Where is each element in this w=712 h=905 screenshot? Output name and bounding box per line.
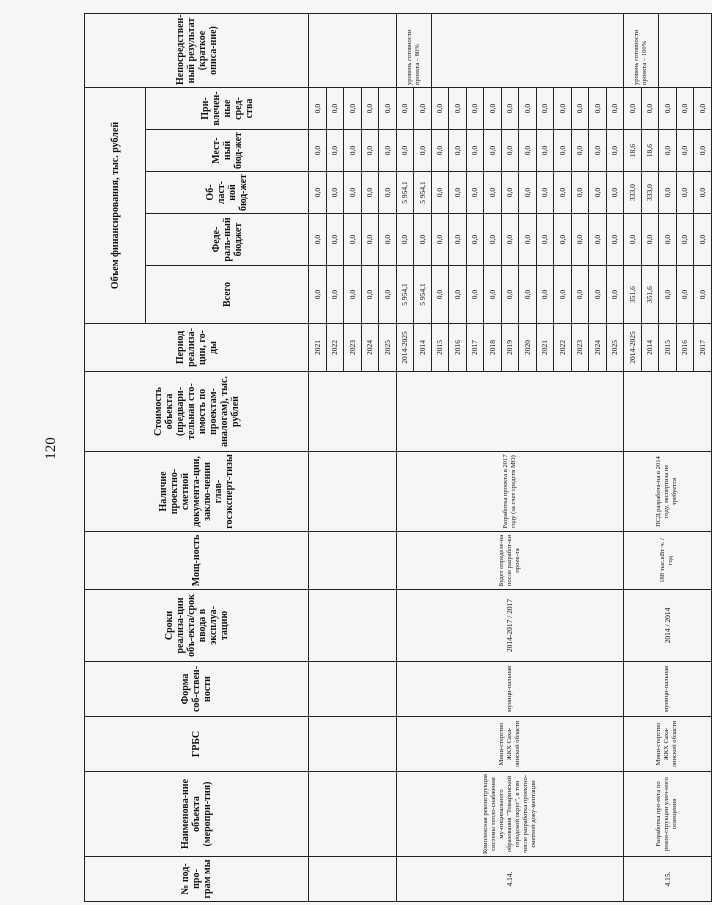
header-total: Всего bbox=[146, 266, 309, 324]
cell-period: 2023 bbox=[571, 324, 589, 372]
cell-total: 0,0 bbox=[519, 266, 537, 324]
project-ownership: муници-пальная bbox=[396, 662, 624, 717]
cell-attracted: 0,0 bbox=[676, 88, 694, 130]
cell-total: 0,0 bbox=[379, 266, 397, 324]
cell-total: 0,0 bbox=[344, 266, 362, 324]
header-documentation: Наличие проектно-сметной документа-ции, заклю-чении глав-госэксперт-тизы bbox=[85, 452, 309, 532]
cell-total: 0,0 bbox=[554, 266, 572, 324]
cell-regional: 0,0 bbox=[344, 172, 362, 214]
cell-federal: 0,0 bbox=[396, 214, 414, 266]
project-capacity: 188 тыс.кВт·ч. / год bbox=[624, 532, 712, 590]
cell-federal: 0,0 bbox=[414, 214, 432, 266]
cell-total: 0,0 bbox=[309, 266, 327, 324]
empty-cell bbox=[659, 14, 712, 88]
cell-period: 2025 bbox=[379, 324, 397, 372]
cell-total: 0,0 bbox=[676, 266, 694, 324]
cell-period: 2023 bbox=[344, 324, 362, 372]
cell-federal: 0,0 bbox=[519, 214, 537, 266]
cell-regional: 0,0 bbox=[606, 172, 624, 214]
cell-local: 0,0 bbox=[449, 130, 467, 172]
cell-attracted: 0,0 bbox=[361, 88, 379, 130]
cell-attracted: 0,0 bbox=[694, 88, 712, 130]
cell-local: 0,0 bbox=[536, 130, 554, 172]
cell-federal: 0,0 bbox=[536, 214, 554, 266]
cell-period: 2014 bbox=[414, 324, 432, 372]
cell-total: 0,0 bbox=[694, 266, 712, 324]
cell-attracted: 0,0 bbox=[449, 88, 467, 130]
header-num: № под-про-грам мы bbox=[85, 857, 309, 902]
cell-local: 0,0 bbox=[361, 130, 379, 172]
cell-total: 5 954,1 bbox=[414, 266, 432, 324]
cell-period: 2016 bbox=[449, 324, 467, 372]
cell-total: 0,0 bbox=[449, 266, 467, 324]
cell-federal: 0,0 bbox=[344, 214, 362, 266]
cell-regional: 0,0 bbox=[326, 172, 344, 214]
cell-total: 0,0 bbox=[571, 266, 589, 324]
header-name: Наименова-ние объекта (меропри-тия) bbox=[85, 772, 309, 857]
cell-attracted: 0,0 bbox=[466, 88, 484, 130]
cell-local: 0,0 bbox=[554, 130, 572, 172]
cell-attracted: 0,0 bbox=[484, 88, 502, 130]
cell-period: 2017 bbox=[694, 324, 712, 372]
header-terms: Сроки реализа-ции объ-екта/срок ввода в эксплуа-тацию bbox=[85, 590, 309, 662]
header-ownership: Форма соб-ствен-ности bbox=[85, 662, 309, 717]
project-result: уровень готовности проекта – 100% bbox=[624, 14, 659, 88]
cell-regional: 0,0 bbox=[659, 172, 677, 214]
cell-local: 0,0 bbox=[571, 130, 589, 172]
cell-period: 2019 bbox=[501, 324, 519, 372]
cell-federal: 0,0 bbox=[326, 214, 344, 266]
project-cost bbox=[624, 372, 712, 452]
cell-federal: 0,0 bbox=[379, 214, 397, 266]
cell-regional: 333,0 bbox=[624, 172, 642, 214]
cell-regional: 0,0 bbox=[589, 172, 607, 214]
cell-regional: 0,0 bbox=[519, 172, 537, 214]
cell-total: 351,6 bbox=[641, 266, 659, 324]
empty-cell bbox=[309, 14, 397, 88]
cell-period: 2025 bbox=[606, 324, 624, 372]
cell-regional: 0,0 bbox=[554, 172, 572, 214]
project-terms: 2014-2017 / 2017 bbox=[396, 590, 624, 662]
cell-local: 0,0 bbox=[344, 130, 362, 172]
cell-regional: 0,0 bbox=[676, 172, 694, 214]
cell-attracted: 0,0 bbox=[501, 88, 519, 130]
cell-attracted: 0,0 bbox=[344, 88, 362, 130]
cell-total: 0,0 bbox=[431, 266, 449, 324]
cell-total: 0,0 bbox=[536, 266, 554, 324]
cell-attracted: 0,0 bbox=[659, 88, 677, 130]
cell-regional: 0,0 bbox=[694, 172, 712, 214]
project-cost bbox=[396, 372, 624, 452]
cell-period: 2016 bbox=[676, 324, 694, 372]
cell-local: 0,0 bbox=[606, 130, 624, 172]
cell-total: 5 954,1 bbox=[396, 266, 414, 324]
cell-regional: 0,0 bbox=[466, 172, 484, 214]
cell-attracted: 0,0 bbox=[379, 88, 397, 130]
cell-regional: 0,0 bbox=[431, 172, 449, 214]
cell-period: 2020 bbox=[519, 324, 537, 372]
table-row bbox=[396, 14, 414, 902]
cell-local: 0,0 bbox=[501, 130, 519, 172]
cell-local: 0,0 bbox=[694, 130, 712, 172]
cell-federal: 0,0 bbox=[554, 214, 572, 266]
cell-local: 0,0 bbox=[659, 130, 677, 172]
cell-federal: 0,0 bbox=[624, 214, 642, 266]
project-grbs: Мини-стерство ЖКХ Саха-линской области bbox=[396, 717, 624, 772]
header-cost: Стоимость объекта (предвари-тельная сто-имость по проектам-аналогам), тыс. рублей bbox=[85, 372, 309, 452]
empty-cell bbox=[309, 452, 397, 532]
cell-federal: 0,0 bbox=[589, 214, 607, 266]
empty-cell bbox=[309, 857, 397, 902]
empty-cell bbox=[309, 590, 397, 662]
cell-period: 2015 bbox=[431, 324, 449, 372]
cell-total: 0,0 bbox=[326, 266, 344, 324]
cell-total: 0,0 bbox=[589, 266, 607, 324]
cell-local: 0,0 bbox=[676, 130, 694, 172]
cell-federal: 0,0 bbox=[309, 214, 327, 266]
cell-federal: 0,0 bbox=[571, 214, 589, 266]
cell-attracted: 0,0 bbox=[589, 88, 607, 130]
cell-regional: 0,0 bbox=[309, 172, 327, 214]
cell-total: 0,0 bbox=[361, 266, 379, 324]
empty-cell bbox=[309, 717, 397, 772]
cell-regional: 0,0 bbox=[361, 172, 379, 214]
cell-federal: 0,0 bbox=[694, 214, 712, 266]
header-finance-group: Объем финансирования, тыс. рублей bbox=[85, 88, 146, 324]
empty-cell bbox=[309, 372, 397, 452]
cell-period: 2024 bbox=[361, 324, 379, 372]
rotated-table-container bbox=[84, 14, 707, 902]
cell-local: 18,6 bbox=[624, 130, 642, 172]
header-period: Период реализа-ции, го-ды bbox=[85, 324, 309, 372]
cell-total: 0,0 bbox=[501, 266, 519, 324]
project-name: Комплексная реконструкция системы тепло-снабжения му-ниципального образования "Томаринский городской округ", в том числе разработка проектно-сметной доку-ментации bbox=[396, 772, 624, 857]
cell-attracted: 0,0 bbox=[606, 88, 624, 130]
cell-regional: 333,0 bbox=[641, 172, 659, 214]
cell-period: 2024 bbox=[589, 324, 607, 372]
rotated-page-frame bbox=[84, 14, 707, 902]
table-body bbox=[309, 14, 712, 902]
cell-attracted: 0,0 bbox=[519, 88, 537, 130]
cell-federal: 0,0 bbox=[431, 214, 449, 266]
cell-regional: 0,0 bbox=[536, 172, 554, 214]
cell-attracted: 0,0 bbox=[326, 88, 344, 130]
table-row bbox=[624, 14, 642, 902]
cell-regional: 5 954,1 bbox=[396, 172, 414, 214]
cell-period: 2014 bbox=[641, 324, 659, 372]
cell-local: 0,0 bbox=[431, 130, 449, 172]
empty-cell bbox=[309, 532, 397, 590]
cell-federal: 0,0 bbox=[659, 214, 677, 266]
cell-attracted: 0,0 bbox=[431, 88, 449, 130]
header-attracted: При-влечен-ные сред-ства bbox=[146, 88, 309, 130]
project-capacity: Будет определе-на после разработ-ки проек-та bbox=[396, 532, 624, 590]
cell-federal: 0,0 bbox=[606, 214, 624, 266]
cell-attracted: 0,0 bbox=[414, 88, 432, 130]
cell-attracted: 0,0 bbox=[536, 88, 554, 130]
cell-local: 0,0 bbox=[309, 130, 327, 172]
cell-total: 0,0 bbox=[466, 266, 484, 324]
cell-local: 0,0 bbox=[414, 130, 432, 172]
header-result: Непосредствен-ный результат (краткое описа-ние) bbox=[85, 14, 309, 88]
cell-period: 2014-2025 bbox=[624, 324, 642, 372]
project-documentation: Разработка проекта в 2017 году (за счет средств МО) bbox=[396, 452, 624, 532]
cell-local: 0,0 bbox=[379, 130, 397, 172]
cell-federal: 0,0 bbox=[466, 214, 484, 266]
cell-period: 2022 bbox=[554, 324, 572, 372]
project-name: Разработка про-екта по рекон-струкции улич-ного освещения bbox=[624, 772, 712, 857]
cell-period: 2021 bbox=[309, 324, 327, 372]
cell-attracted: 0,0 bbox=[396, 88, 414, 130]
cell-period: 2015 bbox=[659, 324, 677, 372]
cell-federal: 0,0 bbox=[449, 214, 467, 266]
cell-total: 351,6 bbox=[624, 266, 642, 324]
cell-period: 2018 bbox=[484, 324, 502, 372]
table-row bbox=[309, 14, 327, 902]
header-regional: Об-ласт-ной бюд-жет bbox=[146, 172, 309, 214]
project-terms: 2014 / 2014 bbox=[624, 590, 712, 662]
empty-cell bbox=[309, 772, 397, 857]
cell-period: 2014-2025 bbox=[396, 324, 414, 372]
cell-regional: 0,0 bbox=[501, 172, 519, 214]
cell-federal: 0,0 bbox=[641, 214, 659, 266]
header-federal: Феде-раль-ный бюджет bbox=[146, 214, 309, 266]
cell-period: 2017 bbox=[466, 324, 484, 372]
cell-federal: 0,0 bbox=[676, 214, 694, 266]
header-capacity: Мощ-ность bbox=[85, 532, 309, 590]
cell-total: 0,0 bbox=[659, 266, 677, 324]
cell-attracted: 0,0 bbox=[571, 88, 589, 130]
cell-local: 0,0 bbox=[396, 130, 414, 172]
cell-local: 18,6 bbox=[641, 130, 659, 172]
financing-table bbox=[84, 13, 712, 902]
header-grbs: ГРБС bbox=[85, 717, 309, 772]
cell-local: 0,0 bbox=[589, 130, 607, 172]
cell-federal: 0,0 bbox=[484, 214, 502, 266]
project-ownership: муници-пальная bbox=[624, 662, 712, 717]
cell-regional: 5 954,1 bbox=[414, 172, 432, 214]
cell-federal: 0,0 bbox=[501, 214, 519, 266]
cell-attracted: 0,0 bbox=[641, 88, 659, 130]
cell-regional: 0,0 bbox=[379, 172, 397, 214]
cell-period: 2022 bbox=[326, 324, 344, 372]
empty-cell bbox=[431, 14, 624, 88]
cell-federal: 0,0 bbox=[361, 214, 379, 266]
cell-local: 0,0 bbox=[519, 130, 537, 172]
header-local: Мест-ный бюд-жет bbox=[146, 130, 309, 172]
page-number: 120 bbox=[42, 437, 59, 460]
empty-cell bbox=[309, 662, 397, 717]
cell-total: 0,0 bbox=[606, 266, 624, 324]
cell-period: 2021 bbox=[536, 324, 554, 372]
cell-attracted: 0,0 bbox=[624, 88, 642, 130]
project-result: уровень готовности проекта – 80% bbox=[396, 14, 431, 88]
cell-attracted: 0,0 bbox=[554, 88, 572, 130]
cell-local: 0,0 bbox=[484, 130, 502, 172]
cell-local: 0,0 bbox=[466, 130, 484, 172]
project-number: 4.14. bbox=[396, 857, 624, 902]
project-grbs: Мини-стерство ЖКХ Саха-линской области bbox=[624, 717, 712, 772]
cell-attracted: 0,0 bbox=[309, 88, 327, 130]
cell-total: 0,0 bbox=[484, 266, 502, 324]
cell-local: 0,0 bbox=[326, 130, 344, 172]
cell-regional: 0,0 bbox=[449, 172, 467, 214]
cell-regional: 0,0 bbox=[571, 172, 589, 214]
project-documentation: ПСД разработа-на в 2014 году, экспертиза не требуется bbox=[624, 452, 712, 532]
cell-regional: 0,0 bbox=[484, 172, 502, 214]
project-number: 4.15. bbox=[624, 857, 712, 902]
